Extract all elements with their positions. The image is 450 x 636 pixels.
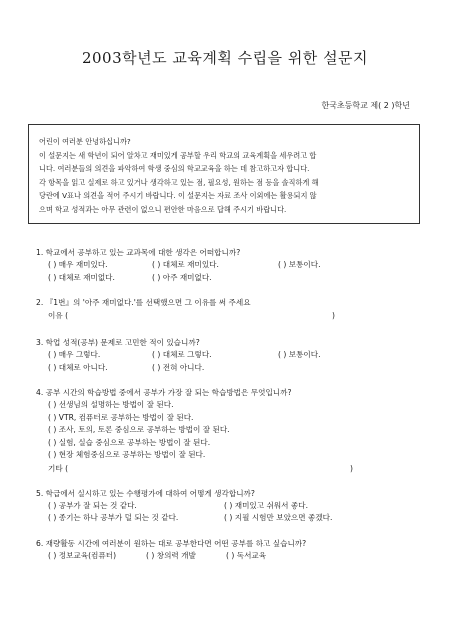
- intro-line: 니다. 여러분들의 의견을 파악하여 학생 중심의 학교교육을 하는 데 참고하고자 합니다.: [39, 164, 310, 174]
- intro-box: [28, 124, 420, 224]
- option-checkbox[interactable]: ( ) 조사, 토의, 토론 중심으로 공부하는 방법이 잘 된다.: [48, 425, 230, 434]
- option-checkbox[interactable]: ( ) 보통이다.: [278, 260, 321, 269]
- question-3: [36, 336, 426, 374]
- option-checkbox[interactable]: ( ) 대체로 재미없다.: [48, 272, 115, 282]
- question-1: [36, 246, 426, 284]
- question-text: 6. 재량활동 시간에 여러분이 원하는 대로 공부한다면 어떤 공부를 하고 싶습니까?: [36, 538, 307, 548]
- reason-label: 이유 (: [48, 311, 69, 320]
- option-checkbox[interactable]: ( ) 보통이다.: [278, 350, 321, 359]
- other-label: 기타 (: [48, 463, 69, 473]
- option-checkbox[interactable]: ( ) 전혀 아니다.: [152, 362, 205, 372]
- option-checkbox[interactable]: ( ) 창의력 개발: [146, 550, 196, 560]
- intro-line: 당란에 V표나 의견을 적어 주시기 바랍니다. 이 설문지는 자료 조사 이외에는 활용되지 않: [39, 191, 317, 201]
- option-checkbox[interactable]: ( ) 실험, 실습 중심으로 공부하는 방법이 잘 된다.: [48, 437, 211, 447]
- option-checkbox[interactable]: ( ) 공부가 잘 되는 것 같다.: [48, 500, 137, 510]
- option-checkbox[interactable]: ( ) 지필 시험만 보았으면 좋겠다.: [224, 513, 333, 522]
- option-checkbox[interactable]: ( ) 정보교육(컴퓨터): [48, 550, 117, 560]
- option-row: [36, 550, 426, 563]
- option-row: [36, 500, 426, 513]
- question-5: [36, 487, 426, 525]
- option-checkbox[interactable]: ( ) 종기는 하나 공부가 덜 되는 것 같다.: [48, 513, 179, 522]
- option-checkbox[interactable]: ( ) VTR, 컴퓨터로 공부하는 방법이 잘 된다.: [48, 412, 194, 422]
- intro-line: 으며 학교 성적과는 아무 관련이 없으니 편안한 마음으로 답해 주시기 바랍니다.: [39, 204, 287, 214]
- question-6: [36, 537, 426, 563]
- question-2: [36, 296, 426, 322]
- option-row: [36, 512, 426, 525]
- intro-line: 어린이 여러분 안녕하십니까?: [39, 137, 131, 146]
- other-close-paren: ): [350, 463, 353, 473]
- option-row: [36, 272, 426, 285]
- question-text: 5. 학급에서 실시하고 있는 수행평가에 대하여 어떻게 생각합니까?: [36, 488, 255, 498]
- option-row: [36, 349, 426, 362]
- option-checkbox[interactable]: ( ) 대체로 아니다.: [48, 362, 108, 372]
- option-checkbox[interactable]: ( ) 대체로 재미있다.: [152, 260, 219, 269]
- option-checkbox[interactable]: ( ) 대체로 그렇다.: [152, 350, 212, 359]
- option-checkbox[interactable]: ( ) 독서교육: [226, 550, 267, 560]
- option-checkbox[interactable]: ( ) 매우 그렇다.: [48, 350, 101, 359]
- school-grade-label: 한국초등학교 제( 2 )학년: [321, 101, 410, 110]
- option-checkbox[interactable]: ( ) 매우 재미있다.: [48, 260, 108, 269]
- option-checkbox[interactable]: ( ) 아주 재미없다.: [152, 272, 212, 282]
- survey-title: 2003학년도 교육계획 수립을 위한 설문지: [81, 49, 369, 67]
- question-text: 3. 학업 성적(공부) 문제로 고민한 적이 있습니까?: [36, 338, 200, 347]
- reason-close-paren: ): [332, 311, 335, 320]
- question-text: 2. 『1번』의 '아주 재미없다.'를 선택했으면 그 이유를 써 주세요: [36, 298, 251, 307]
- question-text: 1. 학교에서 공부하고 있는 교과목에 대한 생각은 어떠합니까?: [36, 248, 241, 257]
- question-list: [36, 246, 426, 574]
- option-checkbox[interactable]: ( ) 선생님의 설명하는 방법이 잘 된다.: [48, 400, 174, 409]
- option-row: [36, 362, 426, 375]
- question-text: 4. 공부 시간의 학습방법 중에서 공부가 가장 잘 되는 학습방법은 무엇입니까?: [36, 388, 292, 397]
- option-checkbox[interactable]: ( ) 현장 체험중심으로 공부하는 방법이 잘 된다.: [48, 450, 206, 459]
- other-field[interactable]: [36, 462, 426, 475]
- intro-line: 이 설문지는 새 학년이 되어 알차고 재미있게 공부할 우리 학교의 교육계획을 세우려고 합: [39, 150, 317, 160]
- question-4: [36, 386, 426, 475]
- option-checkbox[interactable]: ( ) 재미있고 쉬워서 좋다.: [224, 500, 309, 510]
- reason-field[interactable]: [36, 309, 426, 322]
- option-row: [36, 259, 426, 272]
- intro-line: 각 항목을 읽고 실제로 하고 있거나 생각하고 있는 점, 필요성, 원하는 점 등을 솔직하게 해: [39, 177, 319, 187]
